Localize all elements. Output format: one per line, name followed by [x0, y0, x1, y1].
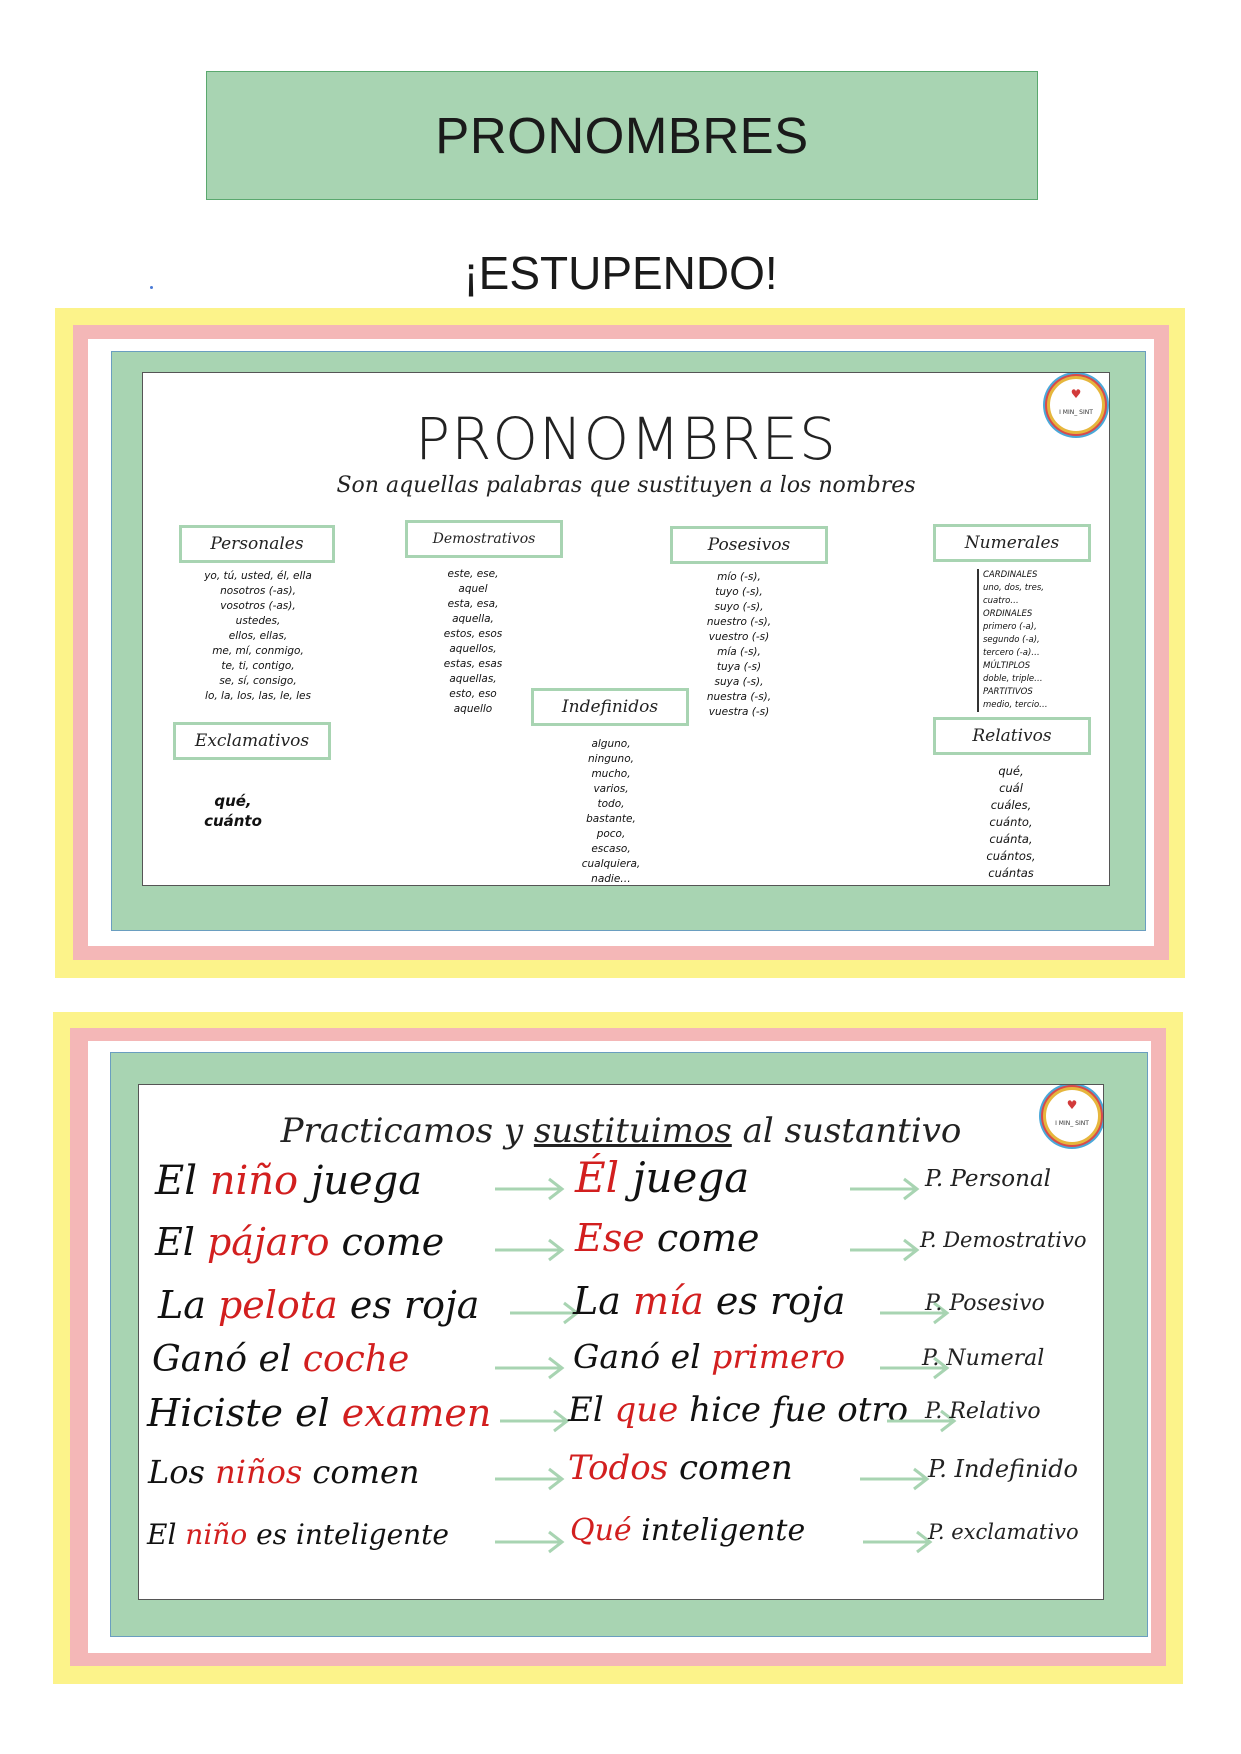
category-indefinidos: Indefinidos: [531, 688, 689, 726]
word-line: nuestra (-s),: [706, 691, 772, 703]
category-posesivos: Posesivos: [670, 526, 828, 564]
pronoun-highlight: Ese: [575, 1216, 645, 1261]
text: Ganó el: [152, 1339, 303, 1381]
pronoun-type-label: P. Posesivo: [925, 1290, 1045, 1316]
category-personales: Personales: [179, 525, 335, 563]
word-line: mía (-s),: [717, 646, 761, 658]
pronoun-highlight: primero: [711, 1337, 846, 1377]
word-line: medio, tercio…: [983, 700, 1048, 710]
category-relativos: Relativos: [933, 717, 1091, 755]
word-line: aquella,: [452, 613, 494, 625]
word-line: ellos, ellas,: [228, 630, 288, 642]
word-line: qué,: [214, 792, 252, 810]
word-line: te, ti, contigo,: [221, 660, 295, 672]
practice-title: [139, 1111, 1103, 1151]
poster1-card: [142, 372, 1110, 886]
word-line: aquel: [458, 583, 488, 595]
noun-highlight: pájaro: [206, 1220, 330, 1265]
word-line: alguno,: [591, 738, 631, 750]
sentence-replaced: [575, 1153, 749, 1202]
word-line: aquellas,: [449, 673, 497, 685]
text: Ganó el: [573, 1337, 712, 1377]
heart-icon: ♥: [1066, 1098, 1078, 1112]
list-exclamativos: [193, 791, 273, 831]
word-line: qué,: [998, 764, 1024, 778]
text: La: [573, 1279, 633, 1324]
sentence-original: [152, 1339, 409, 1380]
noun-highlight: examen: [341, 1391, 492, 1436]
pronoun-highlight: Todos: [568, 1447, 669, 1488]
text: Los: [148, 1452, 216, 1491]
arrow-right-icon: [860, 1466, 930, 1492]
pronoun-type-label: P. Relativo: [925, 1398, 1041, 1424]
word-line: suya (-s),: [714, 676, 764, 688]
sentence-original: [147, 1391, 491, 1435]
text: El: [147, 1518, 186, 1552]
list-indefinidos: [551, 737, 671, 886]
word-line: poco,: [596, 828, 626, 840]
sentence-replaced: [575, 1216, 760, 1260]
pronoun-type-label: P. Numeral: [922, 1345, 1045, 1371]
word-line: cuántas: [988, 866, 1034, 880]
poster-definition: Son aquellas palabras que sustituyen a los nombres: [336, 473, 916, 498]
word-line: todo,: [597, 798, 625, 810]
noun-highlight: pelota: [217, 1283, 338, 1328]
arrow-right-icon: [495, 1176, 565, 1202]
list-personales: [163, 569, 353, 704]
arrow-right-icon: [850, 1237, 920, 1263]
pronoun-type-label: P. Indefinido: [928, 1455, 1078, 1484]
list-posesivos: [679, 570, 799, 720]
sentence-original: [147, 1518, 449, 1551]
word-line: PARTITIVOS: [983, 687, 1033, 697]
word-line: esto, eso: [449, 688, 497, 700]
word-line: doble, triple…: [983, 674, 1043, 684]
word-line: aquello: [453, 703, 493, 715]
word-line: cuánto: [204, 812, 262, 830]
word-line: esta, esa,: [447, 598, 499, 610]
text: El: [155, 1220, 207, 1265]
page-title: PRONOMBRES: [206, 71, 1038, 200]
category-demostrativos: Demostrativos: [405, 520, 563, 558]
category-exclamativos: Exclamativos: [173, 722, 331, 760]
word-line: cuáles,: [990, 798, 1032, 812]
word-line: tercero (-a)…: [983, 648, 1040, 658]
word-line: me, mí, conmigo,: [212, 645, 304, 657]
noun-highlight: coche: [302, 1339, 410, 1381]
arrow-right-icon: [850, 1176, 920, 1202]
word-line: mío (-s),: [717, 571, 761, 583]
word-line: estas, esas: [443, 658, 503, 670]
word-line: ORDINALES: [983, 609, 1033, 619]
word-line: cualquiera,: [581, 858, 641, 870]
word-line: lo, la, los, las, le, les: [205, 690, 311, 702]
word-line: MÚLTIPLOS: [983, 661, 1031, 671]
word-line: varios,: [593, 783, 629, 795]
word-line: estos, esos: [443, 628, 503, 640]
pronoun-highlight: mía: [632, 1279, 704, 1324]
noun-highlight: niños: [215, 1452, 303, 1491]
sentence-original: [155, 1220, 444, 1264]
word-line: cuánta,: [989, 832, 1033, 846]
pronoun-highlight: que: [614, 1389, 679, 1430]
word-line: escaso,: [591, 843, 631, 855]
list-numerales: [977, 569, 1048, 712]
word-line: vuestro (-s): [708, 631, 770, 643]
list-demostrativos: [413, 567, 533, 717]
arrow-right-icon: [495, 1466, 565, 1492]
dot-mark: [150, 286, 153, 289]
word-line: mucho,: [591, 768, 631, 780]
pronoun-type-label: P. exclamativo: [928, 1520, 1079, 1545]
word-line: nuestro (-s),: [706, 616, 772, 628]
text: El: [155, 1158, 210, 1204]
text: juega: [619, 1152, 750, 1202]
list-relativos: [971, 763, 1051, 882]
word-line: tuyo (-s),: [715, 586, 763, 598]
noun-highlight: niño: [209, 1158, 299, 1204]
heart-icon: ♥: [1070, 387, 1082, 401]
title-part: al sustantivo: [742, 1111, 962, 1151]
page-subtitle: ¡ESTUPENDO!: [463, 247, 778, 299]
word-line: nadie…: [591, 873, 631, 885]
sentence-original: [158, 1283, 479, 1327]
word-line: cuál: [999, 781, 1023, 795]
text: inteligente: [631, 1513, 806, 1548]
pronoun-highlight: Él: [575, 1152, 620, 1202]
text: es roja: [337, 1283, 480, 1328]
word-line: tuya (-s): [716, 661, 762, 673]
text: come: [644, 1216, 760, 1261]
word-line: vosotros (-as),: [220, 600, 296, 612]
noun-highlight: niño: [185, 1518, 248, 1552]
word-line: ustedes,: [235, 615, 281, 627]
arrow-right-icon: [500, 1408, 570, 1434]
word-line: primero (-a),: [983, 622, 1037, 632]
text: come: [329, 1220, 445, 1265]
word-line: cuánto,: [989, 815, 1033, 829]
arrow-right-icon: [863, 1529, 933, 1555]
word-line: cuántos,: [986, 849, 1036, 863]
text: comen: [668, 1447, 793, 1488]
sentence-replaced: [568, 1390, 908, 1430]
word-line: aquellos,: [449, 643, 497, 655]
text: comen: [302, 1452, 420, 1491]
word-line: nosotros (-as),: [220, 585, 296, 597]
text: es roja: [703, 1279, 846, 1324]
sentence-replaced: [573, 1279, 845, 1323]
sentence-original: [148, 1453, 420, 1491]
word-line: bastante,: [586, 813, 636, 825]
sentence-original: [155, 1158, 422, 1204]
word-line: uno, dos, tres,: [983, 583, 1044, 593]
arrow-right-icon: [495, 1355, 565, 1381]
logo-text: I MIN_ SINT: [1055, 1120, 1089, 1127]
arrow-right-icon: [495, 1237, 565, 1263]
arrow-right-icon: [510, 1300, 580, 1326]
sentence-replaced: [570, 1513, 805, 1548]
sentence-replaced: [573, 1337, 845, 1376]
pronoun-type-label: P. Demostrativo: [920, 1228, 1087, 1253]
logo-text: I MIN_ SINT: [1059, 409, 1093, 416]
poster-title: PRONOMBRES: [415, 405, 837, 473]
text: juega: [298, 1158, 423, 1204]
pronoun-highlight: Qué: [570, 1513, 632, 1548]
text: hice fue otro: [678, 1389, 909, 1430]
word-line: se, sí, consigo,: [219, 675, 297, 687]
word-line: suyo (-s),: [714, 601, 764, 613]
sentence-replaced: [568, 1448, 793, 1488]
pronoun-type-label: P. Personal: [925, 1165, 1052, 1192]
word-line: cuatro…: [983, 596, 1019, 606]
arrow-right-icon: [495, 1529, 565, 1555]
text: La: [158, 1283, 218, 1328]
text: El: [568, 1389, 615, 1430]
word-line: ninguno,: [588, 753, 634, 765]
title-part: Practicamos y: [280, 1111, 524, 1151]
word-line: vuestra (-s): [708, 706, 770, 718]
word-line: segundo (-a),: [983, 635, 1040, 645]
text: Hiciste el: [147, 1391, 342, 1436]
word-line: yo, tú, usted, él, ella: [204, 570, 312, 582]
category-numerales: Numerales: [933, 524, 1091, 562]
text: es inteligente: [247, 1518, 449, 1552]
word-line: CARDINALES: [983, 570, 1038, 580]
word-line: este, ese,: [447, 568, 499, 580]
title-underlined: sustituimos: [533, 1111, 732, 1151]
